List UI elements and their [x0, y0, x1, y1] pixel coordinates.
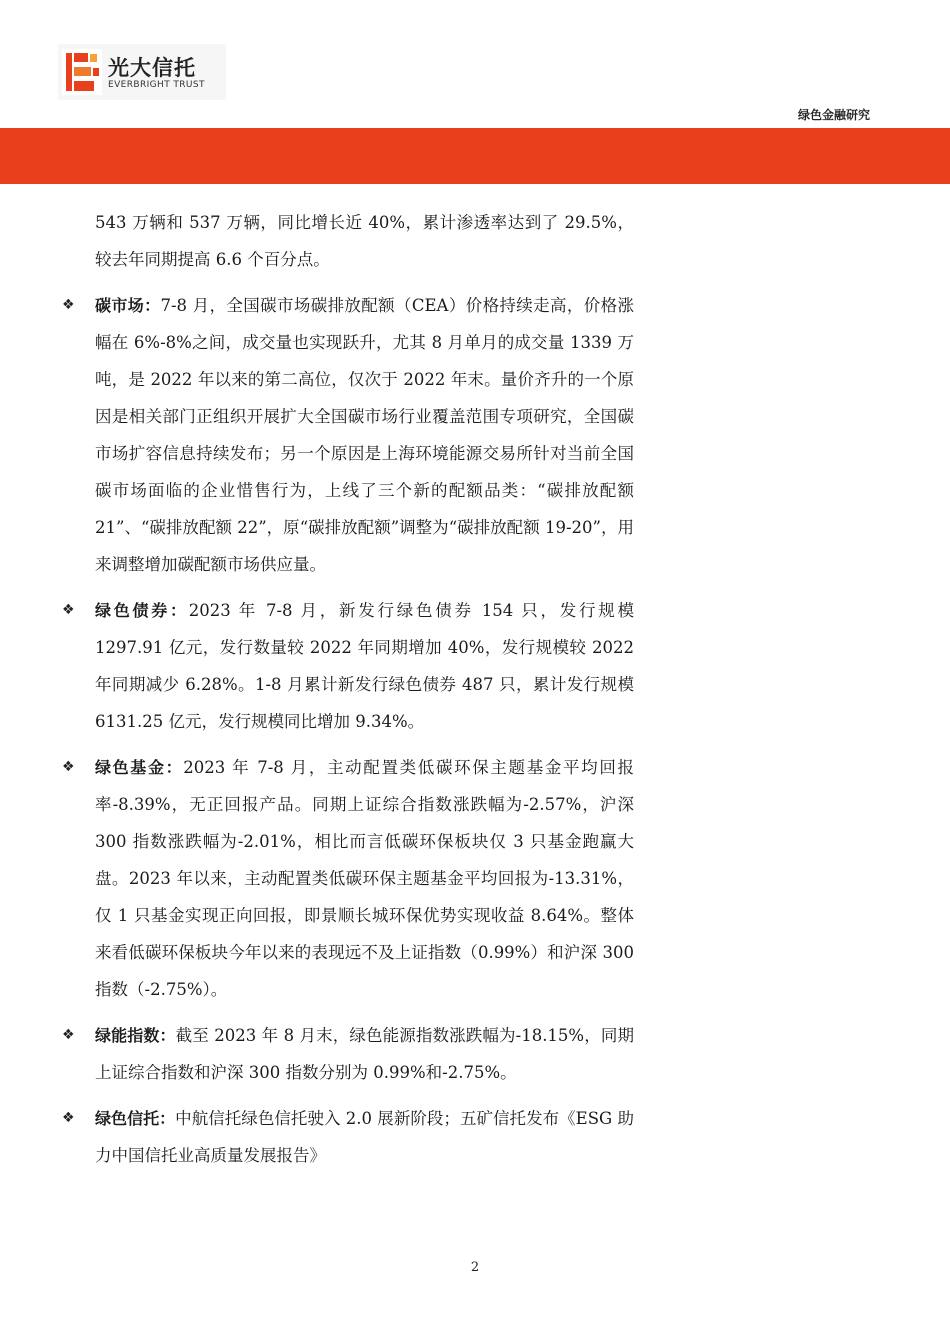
bullet-text: 中航信托绿色信托驶入 2.0 展新阶段；五矿信托发布《ESG 助力中国信托业高质量发展报告》 — [95, 1109, 634, 1165]
diamond-bullet-icon: ❖ — [62, 1110, 75, 1126]
bullet-label: 碳市场： — [95, 296, 161, 315]
page-number: 2 — [470, 1260, 480, 1275]
diamond-bullet-icon: ❖ — [62, 1027, 75, 1043]
logo-text-en: EVERBRIGHT TRUST — [108, 80, 205, 90]
logo — [58, 44, 226, 100]
everbright-logo-icon — [62, 49, 102, 95]
bullet-label: 绿色债券： — [95, 601, 189, 620]
header-banner — [0, 128, 950, 184]
main-content — [62, 204, 634, 1174]
bullet-label: 绿能指数： — [95, 1026, 176, 1045]
bullet-green-funds — [62, 749, 634, 1008]
bullet-text: 截至 2023 年 8 月末，绿色能源指数涨跌幅为-18.15%，同期上证综合指数和沪深 300 指数分别为 0.99%和-2.75%。 — [95, 1026, 634, 1082]
bullet-label: 绿色基金： — [95, 758, 184, 777]
bullet-text: 2023 年 7-8 月，新发行绿色债券 154 只，发行规模 1297.91 亿元，发行数量较 2022 年同期增加 40%，发行规模较 2022 年同期减少 6.28%。1-8 月累计新发行绿色债券 487 只，累计发行规模 6131.25 亿元，发行规模同比增加 9.34%。 — [95, 601, 634, 731]
bullet-green-bonds — [62, 592, 634, 740]
bullet-carbon-market — [62, 287, 634, 583]
bullet-text: 2023 年 7-8 月，主动配置类低碳环保主题基金平均回报率-8.39%，无正回报产品。同期上证综合指数涨跌幅为-2.57%，沪深 300 指数涨跌幅为-2.01%，相比而言低碳环保板块仅 3 只基金跑赢大盘。2023 年以来，主动配置类低碳环保主题基金平均回报为-13.31%，仅 1 只基金实现正向回报，即景顺长城环保优势实现收益 8.64%。整体来看低碳环保板块今年以来的表现远不及上证指数（0.99%）和沪深 300 指数（-2.75%）。 — [95, 758, 634, 999]
logo-text-cn: 光大信托 — [108, 56, 196, 80]
diamond-bullet-icon: ❖ — [62, 759, 75, 775]
bullet-label: 绿色信托： — [95, 1109, 176, 1128]
section-title: 绿色金融研究 — [797, 108, 870, 122]
continuation-paragraph: 543 万辆和 537 万辆，同比增长近 40%，累计渗透率达到了 29.5%，较去年同期提高 6.6 个百分点。 — [95, 213, 634, 269]
diamond-bullet-icon: ❖ — [62, 297, 75, 313]
bullet-text: 7-8 月，全国碳市场碳排放配额（CEA）价格持续走高，价格涨幅在 6%-8%之间，成交量也实现跃升，尤其 8 月单月的成交量 1339 万吨，是 2022 年以来的第二高位，仅次于 2022 年末。量价齐升的一个原因是相关部门正组织开展扩大全国碳市场行业覆盖范围专项研究，全国碳市场扩容信息持续发布；另一个原因是上海环境能源交易所针对当前全国碳市场面临的企业惜售行为，上线了三个新的配额品类：“碳排放配额 21”、“碳排放配额 22”，原“碳排放配额”调整为“碳排放配额 19-20”，用来调整增加碳配额市场供应量。 — [95, 296, 634, 574]
bullet-green-energy-index — [62, 1017, 634, 1091]
bullet-green-trust — [62, 1100, 634, 1174]
diamond-bullet-icon: ❖ — [62, 602, 75, 618]
